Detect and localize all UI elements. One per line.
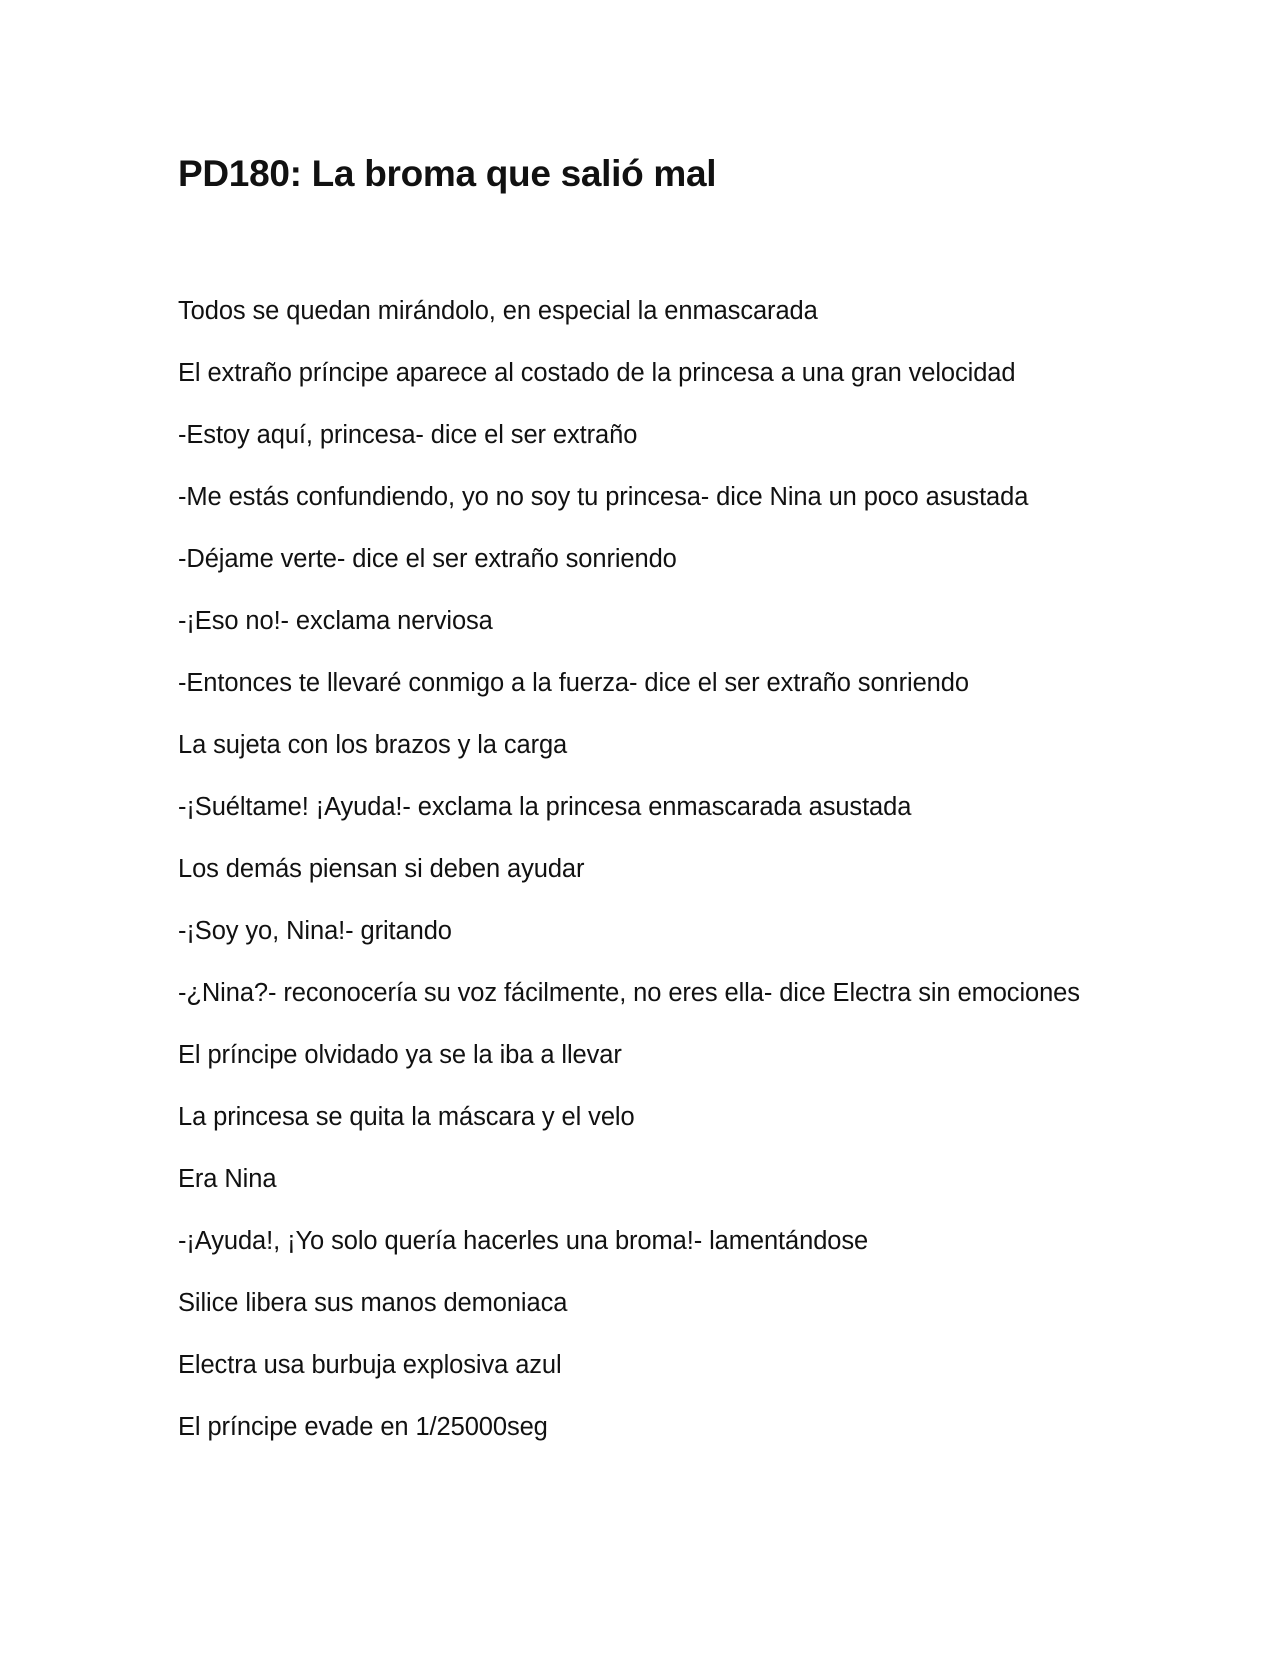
paragraph: La princesa se quita la máscara y el velo	[178, 1103, 635, 1131]
paragraph: -¡Ayuda!, ¡Yo solo quería hacerles una broma!- lamentándose	[178, 1227, 869, 1255]
paragraph: Silice libera sus manos demoniaca	[178, 1289, 568, 1317]
paragraph: -¡Eso no!- exclama nerviosa	[178, 607, 493, 635]
paragraph: -Estoy aquí, princesa- dice el ser extraño	[178, 421, 638, 449]
document-title: PD180: La broma que salió mal	[178, 153, 717, 194]
paragraph: Era Nina	[178, 1165, 277, 1193]
paragraph: -Entonces te llevaré conmigo a la fuerza- dice el ser extraño sonriendo	[178, 669, 969, 697]
paragraph: -¡Soy yo, Nina!- gritando	[178, 917, 452, 945]
paragraph: La sujeta con los brazos y la carga	[178, 731, 568, 759]
paragraph: Electra usa burbuja explosiva azul	[178, 1351, 562, 1379]
paragraph: -Déjame verte- dice el ser extraño sonriendo	[178, 545, 677, 573]
paragraph: -¡Suéltame! ¡Ayuda!- exclama la princesa enmascarada asustada	[178, 793, 912, 821]
paragraph: -Me estás confundiendo, yo no soy tu princesa- dice Nina un poco asustada	[178, 483, 1029, 511]
paragraph: El príncipe evade en 1/25000seg	[178, 1413, 548, 1441]
paragraph: Los demás piensan si deben ayudar	[178, 855, 585, 883]
document-body	[178, 290, 1098, 1468]
paragraph: Todos se quedan mirándolo, en especial la enmascarada	[178, 297, 818, 325]
paragraph: El príncipe olvidado ya se la iba a llevar	[178, 1041, 622, 1069]
paragraph: -¿Nina?- reconocería su voz fácilmente, no eres ella- dice Electra sin emociones	[178, 979, 1080, 1007]
paragraph: El extraño príncipe aparece al costado de la princesa a una gran velocidad	[178, 359, 1016, 387]
